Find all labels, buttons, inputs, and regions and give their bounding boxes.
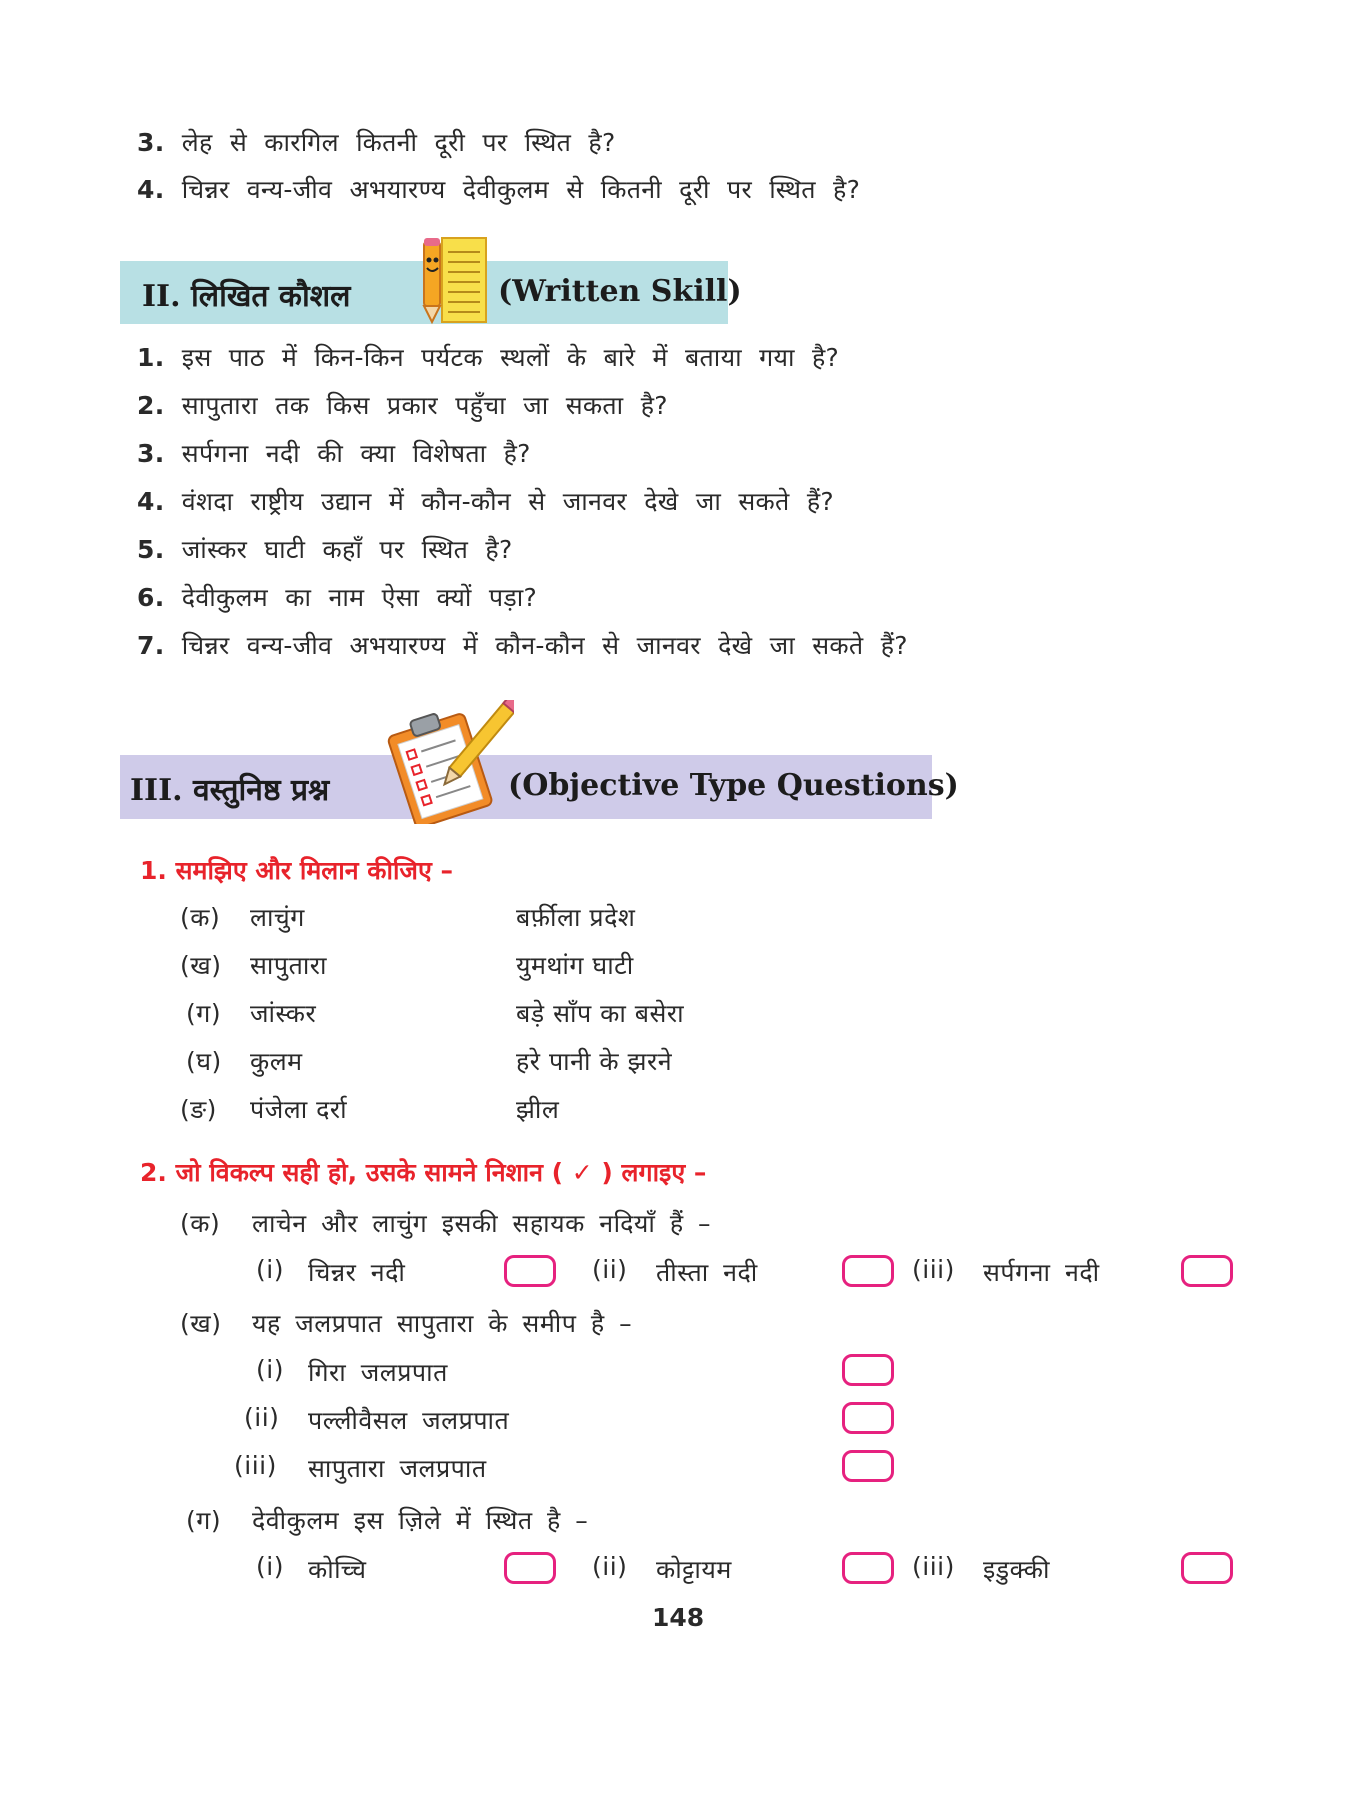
option-text: सर्पगना नदी [983,1258,1100,1287]
option-checkbox[interactable] [504,1255,556,1287]
match-left-item: लाचुंग [250,903,305,932]
mcq-stem: देवीकुलम इस ज़िले में स्थित है – [252,1506,589,1535]
written-question-1: 1. इस पाठ में किन-किन पर्यटक स्थलों के बारे में बताया गया है? [137,343,840,372]
match-right-item: बड़े साँप का बसेरा [516,999,685,1028]
option-text: कोट्टायम [656,1555,732,1584]
written-question-2: 2. सापुतारा तक किस प्रकार पहुँचा जा सकता है? [137,391,668,420]
option-number: (i) [256,1355,284,1384]
question-4-top: 4. चिन्नर वन्य-जीव अभयारण्य देवीकुलम से कितनी दूरी पर स्थित है? [137,175,861,204]
match-label: (क) [180,903,221,932]
mcq-stem: यह जलप्रपात सापुतारा के समीप है – [252,1309,633,1338]
section-english-title: (Objective Type Questions) [508,768,959,803]
mcq-stem: लाचेन और लाचुंग इसकी सहायक नदियाँ हैं – [252,1209,712,1238]
section-hindi-title: लिखित कौशल [190,279,351,314]
option-checkbox[interactable] [504,1552,556,1584]
mcq-label: (क) [180,1209,221,1238]
match-left-item: कुलम [250,1047,303,1076]
section-roman: III. [130,773,183,808]
written-question-3: 3. सर्पगना नदी की क्या विशेषता है? [137,439,531,468]
option-number: (iii) [234,1451,277,1480]
mcq-label: (ग) [186,1506,222,1535]
option-number: (ii) [592,1255,628,1284]
match-right-item: झील [516,1095,560,1124]
match-heading: 1. समझिए और मिलान कीजिए – [140,856,454,885]
option-checkbox[interactable] [842,1402,894,1434]
option-text: कोच्चि [308,1555,367,1584]
option-checkbox[interactable] [842,1450,894,1482]
option-number: (iii) [912,1552,955,1581]
option-number: (i) [256,1552,284,1581]
match-right-item: युमथांग घाटी [516,951,634,980]
match-left-item: जांस्कर [250,999,317,1028]
option-text: तीस्ता नदी [656,1258,758,1287]
section-hindi-title: वस्तुनिष्ठ प्रश्न [193,773,330,808]
match-right-item: हरे पानी के झरने [516,1047,673,1076]
option-text: गिरा जलप्रपात [308,1358,448,1387]
option-checkbox[interactable] [1181,1255,1233,1287]
section-english-title: (Written Skill) [498,274,742,309]
written-question-7: 7. चिन्नर वन्य-जीव अभयारण्य में कौन-कौन से जानवर देखे जा सकते हैं? [137,631,908,660]
option-checkbox[interactable] [842,1552,894,1584]
match-right-item: बर्फ़ीला प्रदेश [516,903,636,932]
option-number: (ii) [592,1552,628,1581]
option-checkbox[interactable] [842,1255,894,1287]
mcq-label: (ख) [180,1309,222,1338]
option-text: सापुतारा जलप्रपात [308,1454,487,1483]
match-label: (ख) [180,951,222,980]
option-text: चिन्नर नदी [308,1258,406,1287]
pencil-notepad-icon [418,234,490,326]
section-roman: II. [142,279,181,314]
written-question-4: 4. वंशदा राष्ट्रीय उद्यान में कौन-कौन से जानवर देखे जा सकते हैं? [137,487,834,516]
page-number: 148 [652,1603,705,1632]
match-left-item: पंजेला दर्रा [250,1095,348,1124]
option-number: (i) [256,1255,284,1284]
option-checkbox[interactable] [842,1354,894,1386]
match-label: (घ) [186,1047,222,1076]
option-number: (iii) [912,1255,955,1284]
question-3-top: 3. लेह से कारगिल कितनी दूरी पर स्थित है? [137,128,616,157]
option-checkbox[interactable] [1181,1552,1233,1584]
clipboard-checklist-icon [382,700,514,824]
match-label: (ङ) [180,1095,217,1124]
match-label: (ग) [186,999,222,1028]
match-left-item: सापुतारा [250,951,328,980]
tick-heading: 2. जो विकल्प सही हो, उसके सामने निशान ( ✓ ) लगाइए – [140,1158,707,1187]
section-objective-banner [120,755,959,819]
option-text: इडुक्की [983,1555,1050,1584]
written-question-5: 5. जांस्कर घाटी कहाँ पर स्थित है? [137,535,513,564]
written-question-6: 6. देवीकुलम का नाम ऐसा क्यों पड़ा? [137,583,538,612]
option-number: (ii) [244,1403,280,1432]
option-text: पल्लीवैसल जलप्रपात [308,1406,510,1435]
